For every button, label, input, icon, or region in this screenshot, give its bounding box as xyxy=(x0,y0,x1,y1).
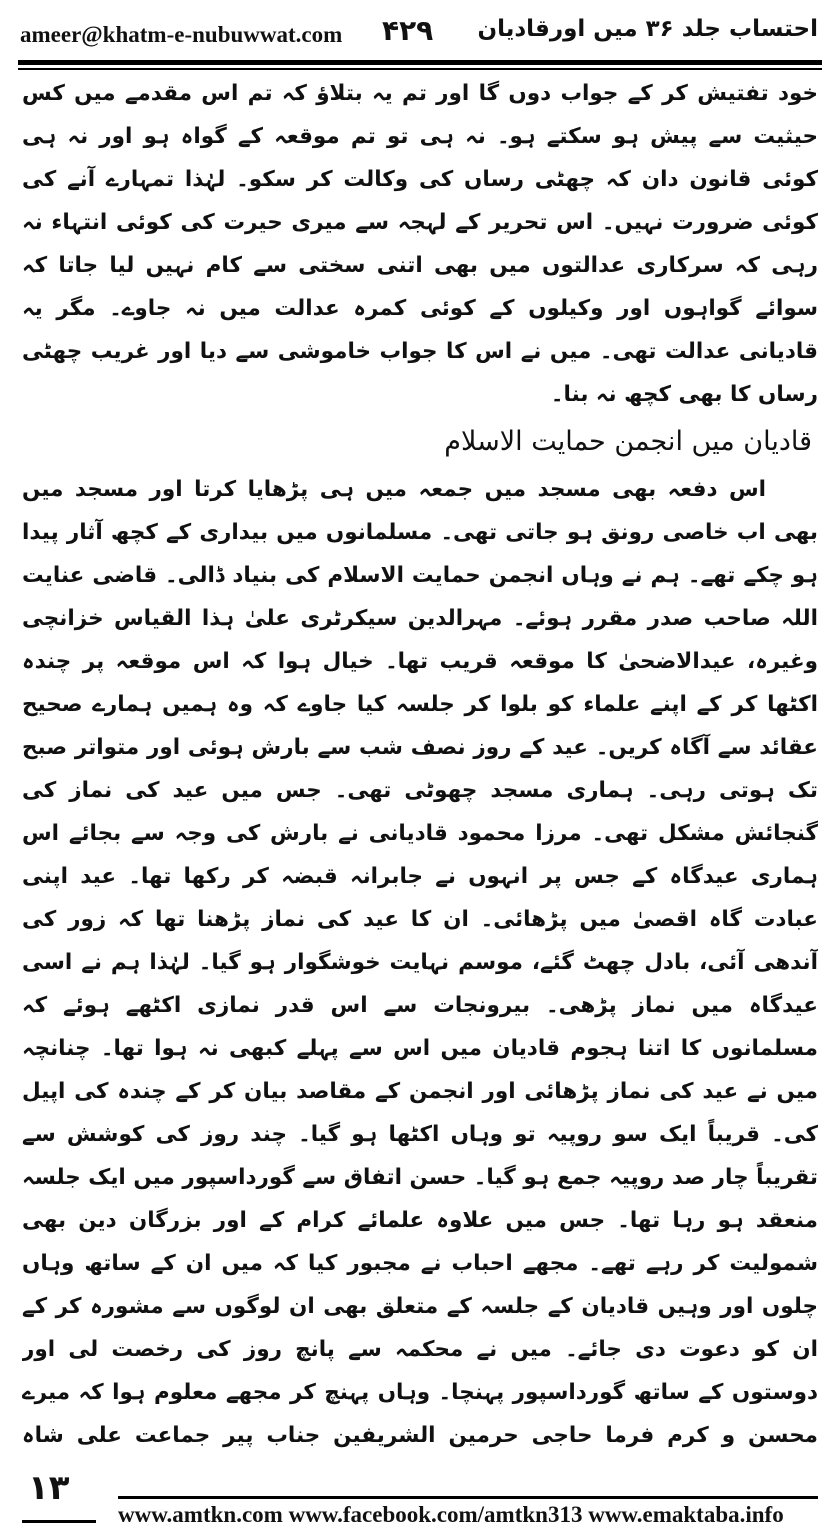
body-paragraph-2: اس دفعہ بھی مسجد میں جمعہ میں ہی پڑھایا کرتا اور مسجد میں بھی اب خاصی رونق ہو جاتی تھی۔ مسلمانوں میں بیداری کے کچھ آثار پیدا ہو چکے تھے۔ ہم نے وہاں انجمن حمایت الاسلام کی بنیاد ڈالی۔ قاضی عنایت اللہ صاحب صدر مقرر ہوئے۔ مہرالدین سیکرٹری علیٰ ہذا القیاس خزانچی وغیرہ، عیدالاضحیٰ کا موقعہ قریب تھا۔ خیال ہوا کہ اس موقعہ پر چندہ اکٹھا کر کے اپنے علماء کو بلوا کر جلسہ کیا جاوے کہ وہ ہمیں ہمارے صحیح عقائد سے آگاہ کریں۔ عید کے روز نصف شب سے بارش ہوئی اور متواتر صبح تک ہوتی رہی۔ ہماری مسجد چھوٹی تھی۔ جس میں عید کی نماز کی گنجائش مشکل تھی۔ مرزا محمود قادیانی نے بارش کی وجہ سے بجائے اس ہماری عیدگاہ کے جس پر انہوں نے جابرانہ قبضہ کر رکھا تھا۔ عید اپنی عبادت گاہ اقصیٰ میں پڑھائی۔ ان کا عید کی نماز پڑھنا تھا کہ زور کی آندھی آئی، بادل چھٹ گئے، موسم نہایت خوشگوار ہو گیا۔ لہٰذا ہم نے اسی عیدگاہ میں نماز پڑھی۔ بیرونجات سے اس قدر نمازی اکٹھے ہوئے کہ مسلمانوں کا اتنا ہجوم قادیان میں اس سے پہلے کبھی نہ ہوا تھا۔ چنانچہ میں نے عید کی نماز پڑھائی اور انجمن کے مقاصد بیان کر کے چندہ کی اپیل کی۔ قریباً ایک سو روپیہ تو وہاں اکٹھا ہو گیا۔ چند روز کی کوشش سے تقریباً چار صد روپیہ جمع ہو گیا۔ حسن اتفاق سے گورداسپور میں ایک جلسہ منعقد ہو رہا تھا۔ جس میں علاوہ علمائے کرام کے اور بزرگان دین بھی شمولیت کر رہے تھے۔ مجھے احباب نے مجبور کیا کہ میں ان کے ساتھ وہاں چلوں اور وہیں قادیان کے جلسہ کے متعلق بھی ان لوگوں سے مشورہ کر کے ان کو دعوت دی جائے۔ میں نے محکمہ سے پانچ روز کی رخصت لی اور دوستوں کے ساتھ گورداسپور پہنچا۔ وہاں پہنچ کر مجھے معلوم ہوا کہ میرے محسن و کرم فرما حاجی حرمین الشریفین جناب پیر جماعت علی شاہ xyxy=(22,477,818,1448)
section-heading: قادیان میں انجمن حمایت الاسلام xyxy=(444,426,812,457)
footer-page-number: ۱۳ xyxy=(28,1468,70,1508)
header-rule-thin xyxy=(18,68,822,70)
footer-links[interactable]: www.amtkn.com www.facebook.com/amtkn313 www.emaktaba.info xyxy=(118,1502,784,1527)
header-email[interactable]: ameer@khatm-e-nubuwwat.com xyxy=(20,22,343,47)
footer-rule-top xyxy=(118,1496,818,1499)
body-paragraph-1: خود تفتیش کر کے جواب دوں گا اور تم یہ بتلاؤ کہ تم اس مقدمے میں کس حیثیت سے پیش ہو سکتے ہو۔ نہ ہی تو تم موقعہ کے گواہ ہو اور نہ ہی کوئی قانون دان کہ چھٹی رساں کی وکالت کر سکو۔ لہٰذا تمہارے آنے کی کوئی ضرورت نہیں۔ اس تحریر کے لہجہ سے میری حیرت کی کوئی انتہاء نہ رہی کہ سرکاری عدالتوں میں بھی اتنی سختی سے کام نہیں لیا جاتا کہ سوائے گواہوں اور وکیلوں کے کوئی کمرہ عدالت میں نہ جاوے۔ مگر یہ قادیانی عدالت تھی۔ میں نے اس کا جواب خاموشی سے دیا اور غریب چھٹی رساں کا بھی کچھ نہ بنا۔ xyxy=(22,81,818,407)
header-book-title: احتساب جلد ۳۶ میں اورقادیان xyxy=(477,16,818,42)
header-page-number: ۴۲۹ xyxy=(382,14,434,47)
footer-rule-left xyxy=(22,1520,96,1523)
page-footer xyxy=(0,1468,840,1540)
header-rule-thick xyxy=(18,60,822,65)
page-header xyxy=(0,0,840,64)
page-body xyxy=(22,72,818,1462)
